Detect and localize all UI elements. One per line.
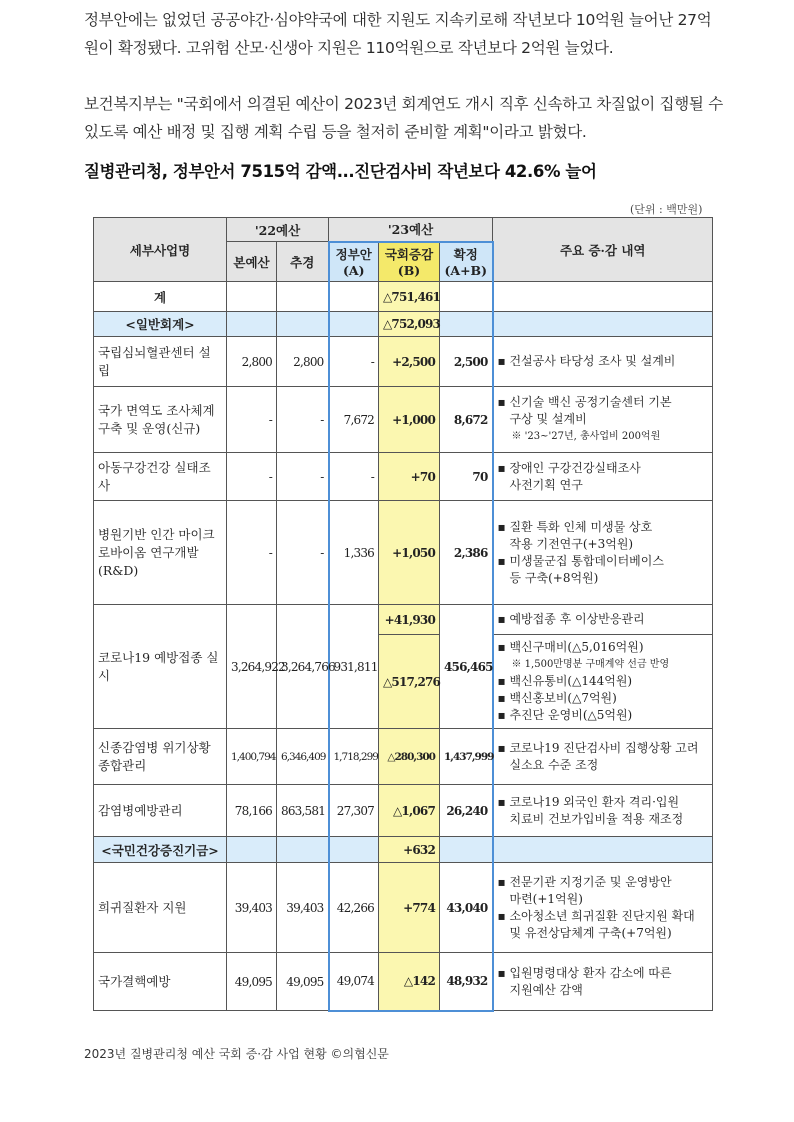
row-change-decrease: △517,276: [379, 635, 440, 729]
row-final: 456,465: [440, 605, 493, 729]
header-chu: 추경: [277, 242, 329, 282]
row-notes: [493, 785, 713, 837]
cell-empty: [440, 312, 493, 337]
note-line: 작용 기전연구(+3억원): [509, 536, 634, 551]
header-fin-line2: (A+B): [444, 263, 488, 279]
note-line: ▪ 입원명령대상 환자 감소에 따른: [497, 965, 672, 980]
row-change: +70: [379, 453, 440, 501]
cell-empty: [493, 312, 713, 337]
table-row: [94, 501, 713, 605]
cell-empty: [277, 282, 329, 312]
note-line: ▪ 추진단 운영비(△5억원): [497, 708, 633, 722]
row-final: 48,932: [440, 953, 493, 1011]
row-name: 신종감염병 위기상황 종합관리: [94, 729, 227, 785]
row-name: 코로나19 예방접종 실시: [94, 605, 227, 729]
row-bon: 49,095: [227, 953, 277, 1011]
table-row: [94, 605, 713, 635]
unit-label: (단위 : 백만원): [630, 203, 703, 216]
row-chu: 2,800: [277, 337, 329, 387]
row-name: 국가 면역도 조사체계 구축 및 운영(신규): [94, 387, 227, 453]
cell-empty: [227, 312, 277, 337]
cell-empty: [227, 282, 277, 312]
header-notes: 주요 증·감 내역: [493, 218, 713, 282]
note-line: 실소요 수준 조정: [509, 757, 599, 772]
note-line: ▪ 신기술 백신 공정기술센터 기본: [497, 395, 672, 409]
note-line: ▪ 전문기관 지정기준 및 운영방안: [497, 874, 672, 889]
cell-empty: [440, 282, 493, 312]
note-sub: ※ 1,500만명분 구매계약 선금 반영: [511, 659, 670, 670]
table-row: [94, 785, 713, 837]
row-bon: 3,264,922: [227, 605, 277, 729]
row-gov: 42,266: [329, 863, 379, 953]
header-nat-line2: (B): [397, 263, 421, 279]
budget-table: [93, 217, 713, 1012]
row-gov: -: [329, 453, 379, 501]
row-gov: 931,811: [329, 605, 379, 729]
row-gov: 1,336: [329, 501, 379, 605]
row-final: 2,386: [440, 501, 493, 605]
row-notes-decrease: [493, 635, 713, 729]
row-name: 국가결핵예방: [94, 953, 227, 1011]
fund-account-change: +632: [379, 837, 440, 863]
table-row: [94, 387, 713, 453]
row-bon: 2,800: [227, 337, 277, 387]
row-name: 감염병예방관리: [94, 785, 227, 837]
row-change: △280,300: [379, 729, 440, 785]
table-row: [94, 863, 713, 953]
row-name: 아동구강건강 실태조사: [94, 453, 227, 501]
row-final: 8,672: [440, 387, 493, 453]
row-bon: -: [227, 387, 277, 453]
row-bon: 39,403: [227, 863, 277, 953]
row-notes: [493, 953, 713, 1011]
row-change: △1,067: [379, 785, 440, 837]
row-gov: 27,307: [329, 785, 379, 837]
row-notes: [493, 387, 713, 453]
total-row: [94, 282, 713, 312]
cell-empty: [329, 312, 379, 337]
row-final: 43,040: [440, 863, 493, 953]
header-y22: '22예산: [227, 218, 329, 242]
cell-empty: [493, 282, 713, 312]
section-heading: 질병관리청, 정부안서 7515억 감액...진단검사비 작년보다 42.6% 늘어: [84, 162, 597, 181]
cell-empty: [227, 837, 277, 863]
header-name: 세부사업명: [94, 218, 227, 282]
note-line: ▪ 백신구매비(△5,016억원): [497, 640, 644, 654]
row-chu: -: [277, 453, 329, 501]
row-bon: -: [227, 501, 277, 605]
note-line: ▪ 소아청소년 희귀질환 진단지원 확대: [497, 908, 695, 923]
table-row: [94, 453, 713, 501]
row-notes: [493, 337, 713, 387]
row-notes: [493, 863, 713, 953]
cell-empty: [277, 837, 329, 863]
row-change: +2,500: [379, 337, 440, 387]
row-gov: 49,074: [329, 953, 379, 1011]
note-line: 구상 및 설계비: [509, 412, 587, 426]
cell-empty: [277, 312, 329, 337]
row-bon: 78,166: [227, 785, 277, 837]
note-line: ▪ 건설공사 타당성 조사 및 설계비: [497, 354, 676, 368]
row-name: 희귀질환자 지원: [94, 863, 227, 953]
row-final: 2,500: [440, 337, 493, 387]
row-change-increase: +41,930: [379, 605, 440, 635]
row-change: △142: [379, 953, 440, 1011]
note-line: ▪ 미생물군집 통합데이터베이스: [497, 553, 664, 568]
note-line: 등 구축(+8억원): [509, 570, 599, 585]
row-gov: 1,718,299: [329, 729, 379, 785]
header-fin: [440, 242, 493, 282]
cell-empty: [329, 837, 379, 863]
header-bon: 본예산: [227, 242, 277, 282]
note-line: 마련(+1억원): [509, 891, 583, 906]
row-final: 26,240: [440, 785, 493, 837]
total-change: △751,461: [379, 282, 440, 312]
row-change: +1,050: [379, 501, 440, 605]
header-nat-line1: 국회증감: [384, 247, 434, 263]
cell-empty: [493, 837, 713, 863]
note-line: 치료비 건보가입비율 적용 재조정: [509, 811, 684, 826]
figure-caption: 2023년 질병관리청 예산 국회 증·감 사업 현황 ©의협신문: [84, 1047, 389, 1061]
note-line: ▪ 질환 특화 인체 미생물 상호: [497, 519, 653, 534]
fund-account-row: [94, 837, 713, 863]
note-line: ▪ 코로나19 진단검사비 집행상황 고려: [497, 740, 699, 755]
note-line: ▪ 코로나19 외국인 환자 격리·입원: [497, 794, 680, 809]
row-name: 병원기반 인간 마이크로바이옴 연구개발(R&D): [94, 501, 227, 605]
note-line: 및 유전상담체계 구축(+7억원): [509, 925, 672, 940]
row-bon: -: [227, 453, 277, 501]
note-line: ▪ 백신유통비(△144억원): [497, 674, 633, 688]
note-line: ▪ 장애인 구강건강실태조사: [497, 460, 641, 475]
row-notes: [493, 501, 713, 605]
row-bon: 1,400,794: [227, 729, 277, 785]
article-paragraph-1: 정부안에는 없었던 공공야간·심야약국에 대한 지원도 지속키로해 작년보다 10억원 늘어난 27억원이 확정됐다. 고위험 산모·신생아 지원은 110억원으로 작년보다 2억원 늘었다.: [84, 11, 712, 57]
row-chu: 863,581: [277, 785, 329, 837]
row-change: +774: [379, 863, 440, 953]
row-chu: 6,346,409: [277, 729, 329, 785]
header-fin-line1: 확정: [453, 247, 478, 263]
total-label: 계: [94, 282, 227, 312]
row-chu: -: [277, 387, 329, 453]
row-chu: 49,095: [277, 953, 329, 1011]
row-gov: 7,672: [329, 387, 379, 453]
cell-empty: [329, 282, 379, 312]
general-account-label: <일반회계>: [94, 312, 227, 337]
header-gov-line2: (A): [342, 263, 365, 279]
header-gov-line1: 정부안: [335, 247, 372, 263]
table-row: [94, 953, 713, 1011]
fund-account-label: <국민건강증진기금>: [94, 837, 227, 863]
header-y23: '23예산: [329, 218, 493, 242]
table-row: [94, 729, 713, 785]
article-paragraph-2: 보건복지부는 "국회에서 의결된 예산이 2023년 회계연도 개시 직후 신속하고 차질없이 집행될 수 있도록 예산 배정 및 집행 계획 수립 등을 철저히 준비할 계획"이라고 밝혔다.: [84, 95, 723, 141]
note-line: ▪ 예방접종 후 이상반응관리: [497, 612, 645, 626]
row-chu: 39,403: [277, 863, 329, 953]
note-line: 사전기획 연구: [509, 477, 583, 492]
row-gov: -: [329, 337, 379, 387]
cell-empty: [440, 837, 493, 863]
general-account-change: △752,093: [379, 312, 440, 337]
note-sub: ※ '23~'27년, 총사업비 200억원: [511, 431, 661, 442]
row-final: 70: [440, 453, 493, 501]
row-chu: 3,264,766: [277, 605, 329, 729]
general-account-row: [94, 312, 713, 337]
note-line: 지원예산 감액: [509, 982, 583, 997]
row-notes: [493, 453, 713, 501]
row-chu: -: [277, 501, 329, 605]
row-notes-increase: [493, 605, 713, 635]
row-final: 1,437,999: [440, 729, 493, 785]
row-notes: [493, 729, 713, 785]
table-row: [94, 337, 713, 387]
row-change: +1,000: [379, 387, 440, 453]
header-gov: [329, 242, 379, 282]
header-nat: [379, 242, 440, 282]
note-line: ▪ 백신홍보비(△7억원): [497, 691, 617, 705]
row-name: 국립심뇌혈관센터 설립: [94, 337, 227, 387]
